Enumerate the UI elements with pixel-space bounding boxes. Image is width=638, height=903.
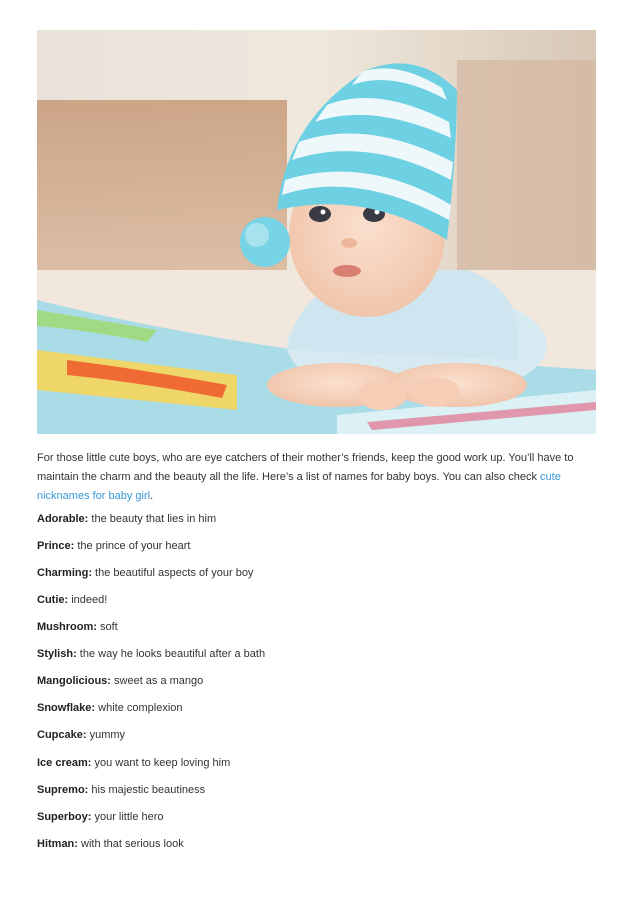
name-desc: the prince of your heart	[74, 540, 191, 552]
list-item	[37, 512, 216, 526]
baby-photo	[37, 30, 596, 434]
list-item	[37, 620, 118, 634]
name-desc: with that serious look	[77, 838, 184, 850]
name-term: Cutie:	[37, 594, 69, 606]
name-desc: your little hero	[91, 811, 164, 823]
intro-paragraph	[37, 449, 597, 506]
list-item	[37, 728, 125, 742]
name-desc: the beautiful aspects of your boy	[92, 567, 254, 579]
name-term: Snowflake:	[37, 702, 96, 714]
name-desc: indeed!	[68, 594, 108, 606]
name-term: Superboy:	[37, 811, 92, 823]
name-term: Stylish:	[37, 648, 77, 660]
name-term: Cupcake:	[37, 729, 87, 741]
list-item	[37, 783, 205, 797]
list-item	[37, 674, 203, 688]
name-desc: yummy	[86, 729, 126, 741]
name-desc: his majestic beautiness	[88, 784, 206, 796]
intro-text: For those little cute boys, who are eye catchers of their mother’s friends, keep the good work up. You’ll have to maintain the charm and the beauty all the life. Here’s a list of names for baby boys. You can also check	[37, 452, 574, 483]
list-item	[37, 756, 230, 770]
name-term: Charming:	[37, 567, 92, 579]
list-item	[37, 810, 164, 824]
name-desc: sweet as a mango	[110, 675, 204, 687]
list-item	[37, 566, 253, 580]
name-desc: the beauty that lies in him	[88, 513, 217, 525]
name-term: Hitman:	[37, 838, 78, 850]
list-item	[37, 593, 107, 607]
intro-text-end: .	[150, 490, 154, 502]
name-desc: the way he looks beautiful after a bath	[76, 648, 266, 660]
name-term: Prince:	[37, 540, 75, 552]
name-term: Adorable:	[37, 513, 89, 525]
list-item	[37, 701, 183, 715]
list-item	[37, 647, 265, 661]
cute-nicknames-link[interactable]: cute nicknames for baby girl	[37, 471, 561, 502]
list-item	[37, 539, 190, 553]
name-desc: you want to keep loving him	[91, 757, 231, 769]
name-term: Mangolicious:	[37, 675, 111, 687]
list-item	[37, 837, 184, 851]
name-desc: soft	[96, 621, 118, 633]
name-term: Ice cream:	[37, 757, 92, 769]
name-term: Supremo:	[37, 784, 89, 796]
name-term: Mushroom:	[37, 621, 97, 633]
name-desc: white complexion	[95, 702, 183, 714]
